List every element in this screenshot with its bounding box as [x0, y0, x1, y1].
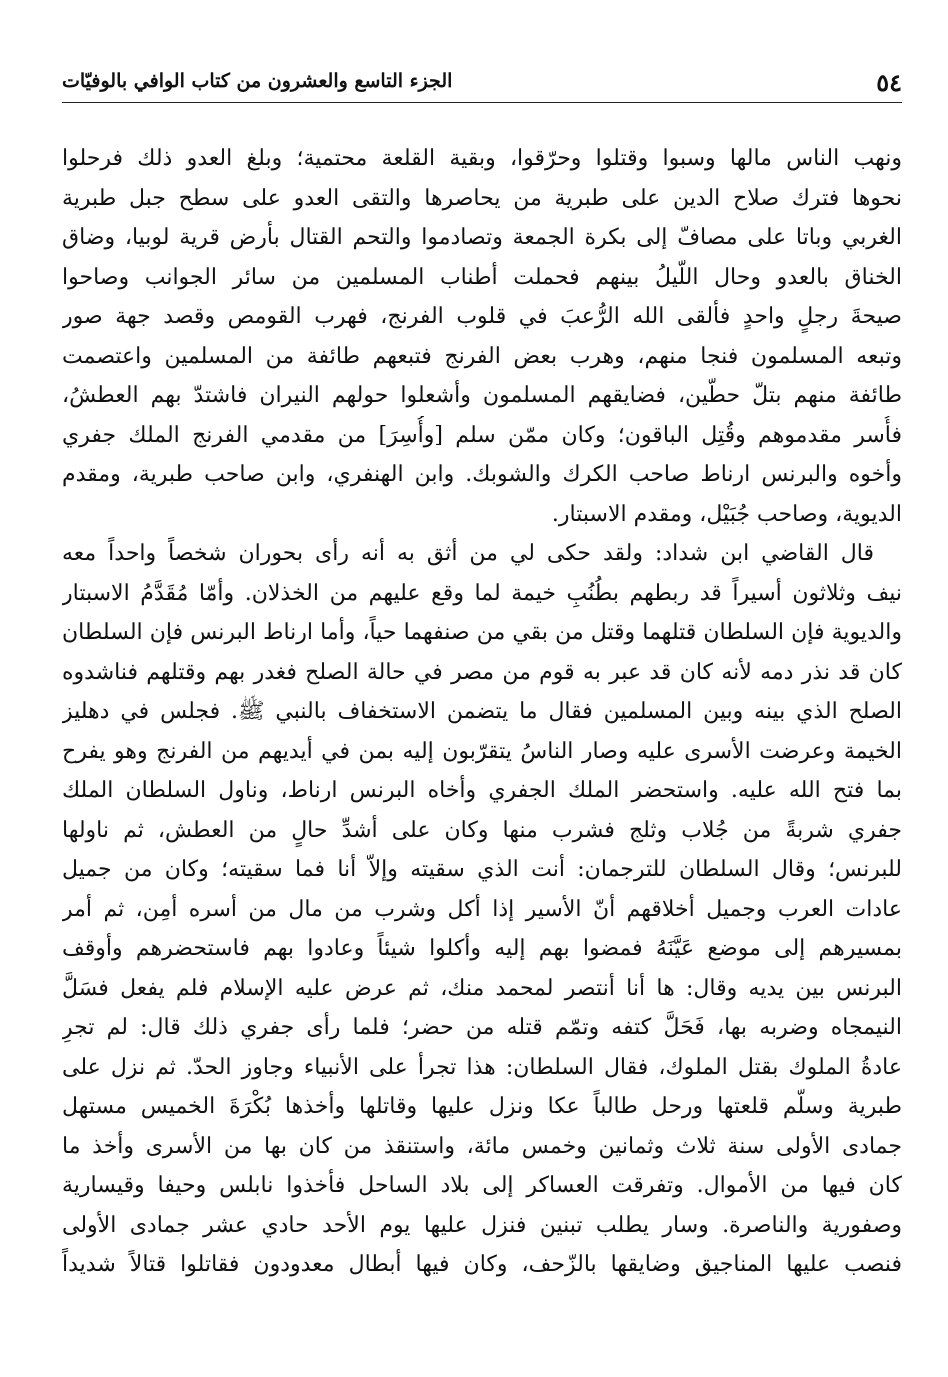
text-line: والديوية فإن السلطان قتلهما وقتل من بقي من صنفهما حياً، وأما ارناط البرنس فإن السلطان — [62, 620, 902, 645]
page-number: ٥٤ — [876, 68, 902, 97]
text-line: بما فتح الله عليه. واستحضر الملك الجفري وأخاه البرنس ارناط، وناول السلطان الملك — [62, 778, 902, 803]
text-line: وتبعه المسلمون فنجا منهم، وهرب بعض الفرنج فتبعهم طائفة من المسلمين واعتصمت — [62, 343, 902, 369]
text-line: النيمجاه وضربه بها، فَحَلَّ كتفه وتمّم قتله من حضر؛ فلما رأى جفري ذلك قال: لم تجرِ — [62, 1015, 902, 1040]
text-line: كان فيها من الأموال. وتفرقت العساكر إلى بلاد الساحل فأخذوا نابلس وحيفا وقيسارية — [62, 1173, 902, 1198]
text-line: بمسيرهم إلى موضع عَيَّنَهُ فمضوا بهم إليه وأكلوا شيئاً وعادوا بهم فاستحضرهم وأوقف — [62, 936, 902, 961]
text-line: فنصب عليها المناجيق وضايقها بالزّحف، وكان فيها أبطال معدودون فقاتلوا قتالاً شديداً — [62, 1252, 902, 1277]
text-line: ونهب الناس مالها وسبوا وقتلوا وحرّقوا، وبقية القلعة محتمية؛ وبلغ العدو ذلك فرحلوا — [62, 146, 902, 171]
text-line: الغربي وباتا على مصافّ إلى بكرة الجمعة وتصادموا والتحم القتال بأرض قرية لوبيا، وضاق — [62, 225, 902, 250]
text-line: نيف وثلاثون أسيراً قد ربطهم بطُنُبِ خيمة لما وقع عليهم من الخذلان. وأمّا مُقَدَّمُ الاسبتار — [62, 580, 902, 606]
text-line: جفري شربةً من جُلاب وثلج فشرب منها وكان على أشدِّ حالٍ من العطش، ثم ناولها — [62, 817, 902, 843]
text-line: الخيمة وعرضت الأسرى عليه وصار الناسُ يتقرّبون إليه بمن في أيديهم من الفرنج وهو يفرح — [62, 738, 902, 764]
text-line: للبرنس؛ وقال السلطان للترجمان: أنت الذي سقيته وإلاّ أنا فما سقيته؛ وكان من جميل — [62, 857, 902, 882]
text-line: الخناق بالعدو وحال اللّيلُ بينهم فحملت أطناب المسلمين من سائر الجوانب وصاحوا — [62, 264, 902, 290]
text-line: كان قد نذر دمه لأنه كان قد عبر به قوم من مصر في حالة الصلح فغدر بهم وقتلهم فناشدوه — [62, 659, 902, 685]
text-line: الديوية، وصاحب جُبَيْل، ومقدم الاسبتار. — [551, 501, 902, 527]
text-line: صيحةَ رجلٍ واحدٍ فألقى الله الرُّعبَ في قلوب الفرنج، فهرب القومص وقصد جهة صور — [62, 304, 902, 329]
text-line: طبرية وسلّم قلعتها ورحل طالباً عكا ونزل عليها وقاتلها وأخذها بُكْرَةَ الخميس مستهل — [62, 1094, 902, 1119]
text-line: جمادى الأولى سنة ثلاث وثمانين وخمس مائة، واستنقذ من كان بها من الأسرى وأخذ ما — [62, 1133, 902, 1159]
text-line: قال القاضي ابن شداد: ولقد حكى لي من أثق به أنه رأى بحوران شخصاً واحداً معه — [62, 541, 874, 566]
text-line: عادةُ الملوك بقتل الملوك، فقال السلطان: هذا تجرأ على الأنبياء وجاوز الحدّ. ثم نزل على — [62, 1054, 902, 1080]
body-text — [62, 139, 902, 1285]
running-title: الجزء التاسع والعشرون من كتاب الوافي بالوفيّات — [62, 70, 453, 92]
text-line: عادات العرب وجميل أخلاقهم أنّ الأسير إذا أكل وشرب من مال من أسره أمِن، ثم أمر — [62, 896, 902, 922]
text-line: فأُسر مقدموهم وقُتِل الباقون؛ وكان ممّن سلم [وأُسِرَ] من مقدمي الفرنج الملك جفري — [62, 422, 902, 448]
text-line: نحوها فترك صلاح الدين على طبرية من يحاصرها والتقى العدو على سطح جبل طبرية — [62, 185, 902, 211]
text-line: وأخوه والبرنس ارناط صاحب الكرك والشوبك. وابن الهنفري، وابن صاحب طبرية، ومقدم — [62, 462, 902, 487]
text-line: البرنس بين يديه وقال: ها أنا أنتصر لمحمد منك، ثم عرض عليه الإسلام فلم يفعل فسَلَّ — [62, 975, 902, 1001]
text-line: طائفة منهم بتلّ حطّين، فضايقهم المسلمون وأشعلوا حولهم النيران فاشتدّ بهم العطشُ، — [62, 383, 902, 408]
text-line: الصلح الذي بينه وبين المسلمين فقال ما يتضمن الاستخفاف بالنبي ﷺ. فجلس في دهليز — [62, 699, 902, 724]
text-line: وصفورية والناصرة. وسار يطلب تبنين فنزل عليها يوم الأحد حادي عشر جمادى الأولى — [62, 1212, 902, 1238]
book-page — [62, 58, 902, 1358]
running-header — [62, 58, 902, 103]
